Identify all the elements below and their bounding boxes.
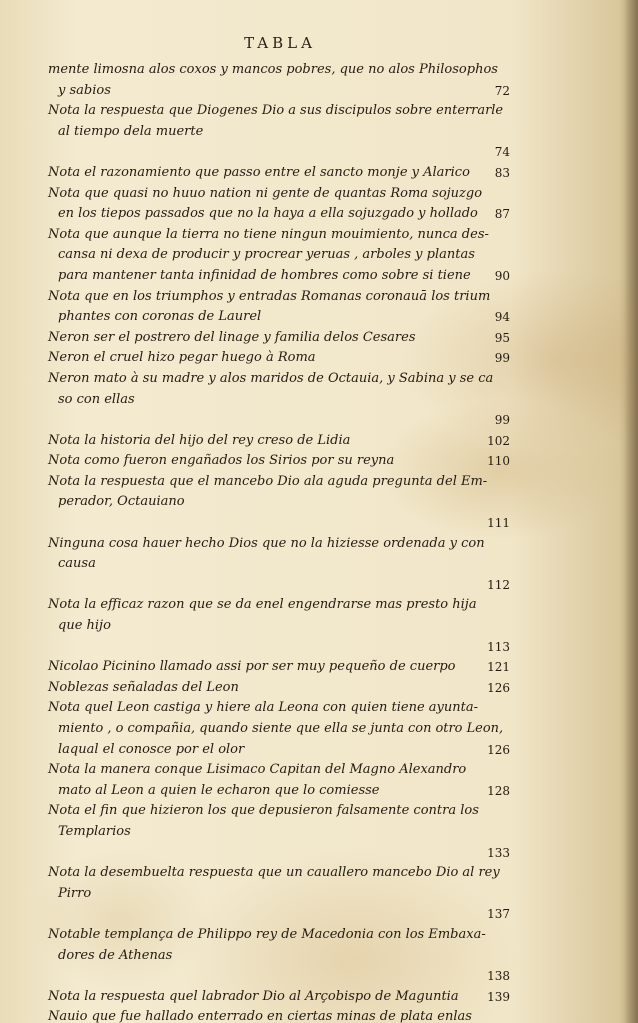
running-head: TABLA: [244, 34, 316, 52]
entry-text: Nota la efficaz razon que se da enel engendrarse mas presto hija: [48, 597, 477, 613]
entry-text: y sabios: [58, 82, 111, 98]
entry-text: Nota la desembuelta respuesta que un cauallero mancebo Dio al rey: [48, 865, 500, 881]
entry-text: Ninguna cosa hauer hecho Dios que no la hiziesse ordenada y con: [48, 535, 485, 551]
entry-text: miento , o compañia, quando siente que ella se junta con otro Leon,: [57, 721, 504, 736]
index-entry: [48, 678, 510, 699]
index-entry-continuation: [48, 122, 510, 143]
entry-text: dores de Athenas: [58, 947, 173, 963]
entry-text: Nota que quasi no huuo nation ni gente de quantas Roma sojuzgo: [48, 185, 483, 201]
index-entry-continuation: [48, 142, 510, 163]
index-entry-continuation: [48, 204, 510, 225]
index-entry-continuation: [48, 266, 510, 287]
entry-page-number: 74: [494, 145, 510, 160]
index-entry-continuation: [48, 843, 510, 864]
index-entry: [48, 534, 510, 555]
entry-page-number: 94: [494, 310, 510, 325]
entry-text: al tiempo dela muerte: [58, 123, 204, 139]
index-entry: [48, 163, 510, 184]
entry-text: Nota quel Leon castiga y hiere ala Leona con quien tiene ayunta-: [48, 700, 479, 716]
index-entry: [48, 287, 510, 308]
entry-page-number: 133: [487, 845, 510, 860]
index-entry-continuation: [48, 575, 510, 596]
index-entry: [48, 225, 510, 246]
entry-text: Neron el cruel hizo pegar huego à Roma: [48, 350, 316, 366]
index-entry-continuation: [48, 616, 510, 637]
index-entry: [48, 184, 510, 205]
entry-page-number: 102: [487, 433, 510, 448]
entry-text: Nota el fin que hizieron los que depusieron falsamente contra los: [48, 803, 479, 819]
entry-page-number: 95: [494, 330, 510, 345]
entry-text: Nota que aunque la tierra no tiene ningun mouimiento, nunca des-: [48, 226, 489, 242]
entry-text: Noblezas señaladas del Leon: [48, 679, 239, 695]
entry-text: causa: [58, 556, 96, 572]
index-entry-continuation: [48, 637, 510, 658]
entry-text: Templarios: [58, 823, 131, 839]
entry-text: perador, Octauiano: [58, 494, 185, 510]
entry-text: Nota la respuesta que el mancebo Dio ala aguda pregunta del Em-: [48, 473, 488, 489]
index-entry-continuation: [48, 781, 510, 802]
entry-page-number: 112: [487, 577, 510, 592]
index-entry-continuation: [48, 740, 510, 761]
entry-text: cansa ni dexa de producir y procrear yeruas , arboles y plantas: [58, 247, 475, 263]
index-entry-list: [48, 60, 510, 1023]
entry-text: Nota la respuesta que Diogenes Dio a sus discipulos sobre enterrarle: [48, 103, 504, 119]
entry-page-number: 126: [487, 742, 510, 757]
entry-text: Nota como fueron engañados los Sirios por su reyna: [48, 453, 395, 469]
index-entry: [48, 369, 510, 390]
entry-page-number: 126: [487, 680, 510, 695]
index-entry-continuation: [48, 513, 510, 534]
entry-text: que hijo: [58, 618, 111, 634]
index-entry-continuation: [48, 410, 510, 431]
entry-text: so con ellas: [58, 391, 135, 407]
entry-text: Neron ser el postrero del linage y familia delos Cesares: [48, 329, 416, 345]
entry-text: mente limosna alos coxos y mancos pobres, que no alos Philosophos: [48, 62, 498, 77]
entry-text: Neron mato à su madre y alos maridos de Octauia, y Sabina y se ca: [48, 370, 494, 386]
index-entry: [48, 1007, 510, 1023]
entry-text: Notable templança de Philippo rey de Macedonia con los Embaxa-: [48, 926, 486, 942]
entry-page-number: 121: [487, 660, 510, 675]
index-entry: [48, 987, 510, 1008]
entry-text: Nota la manera conque Lisimaco Capitan del Magno Alexandro: [48, 762, 467, 778]
entry-page-number: 72: [494, 83, 510, 98]
entry-page-number: 113: [487, 639, 510, 654]
entry-text: para mantener tanta infinidad de hombres como sobre si tiene: [58, 267, 471, 283]
index-entry: [48, 657, 510, 678]
entry-text: Nota que en los triumphos y entradas Romanas coronauā los trium: [48, 288, 491, 304]
entry-page-number: 111: [487, 516, 510, 531]
entry-text: en los tiepos passados que no la haya a ella sojuzgado y hollado: [57, 206, 478, 222]
index-entry: [48, 472, 510, 493]
index-entry: [48, 60, 510, 81]
index-entry-continuation: [48, 719, 510, 740]
entry-text: Nicolao Picinino llamado assi por ser muy pequeño de cuerpo: [48, 659, 456, 675]
entry-text: phantes con coronas de Laurel: [58, 309, 262, 325]
entry-page-number: 87: [494, 207, 510, 222]
index-entry: [48, 760, 510, 781]
index-entry: [48, 801, 510, 822]
index-entry-continuation: [48, 946, 510, 967]
entry-page-number: 139: [487, 989, 510, 1004]
index-entry-continuation: [48, 307, 510, 328]
entry-text: Nota la historia del hijo del rey creso de Lidia: [48, 432, 351, 448]
entry-text: Nauio que fue hallado enterrado en ciertas minas de plata enlas: [48, 1009, 472, 1023]
entry-page-number: 83: [494, 165, 510, 180]
entry-text: Nota la respuesta quel labrador Dio al Arçobispo de Maguntia: [48, 988, 459, 1004]
entry-page-number: 99: [494, 351, 510, 366]
index-entry: [48, 101, 510, 122]
entry-text: Pirro: [58, 885, 92, 901]
index-entry-continuation: [48, 390, 510, 411]
index-entry-continuation: [48, 822, 510, 843]
entry-text: mato al Leon a quien le echaron que lo comiesse: [58, 782, 380, 798]
page-gutter-shadow: [624, 0, 638, 1023]
entry-page-number: 90: [494, 268, 510, 283]
entry-page-number: 138: [487, 969, 510, 984]
index-entry-continuation: [48, 492, 510, 513]
entry-page-number: 137: [487, 907, 510, 922]
index-entry: [48, 925, 510, 946]
index-entry: [48, 451, 510, 472]
entry-page-number: 110: [487, 454, 510, 469]
index-entry-continuation: [48, 245, 510, 266]
entry-page-number: 128: [487, 783, 510, 798]
index-entry: [48, 698, 510, 719]
index-entry-continuation: [48, 966, 510, 987]
entry-page-number: 99: [494, 413, 510, 428]
index-entry-continuation: [48, 904, 510, 925]
index-entry: [48, 431, 510, 452]
index-entry: [48, 863, 510, 884]
entry-text: laqual el conosce por el olor: [58, 741, 245, 757]
index-entry-continuation: [48, 884, 510, 905]
index-entry-continuation: [48, 554, 510, 575]
entry-text: Nota el razonamiento que passo entre el sancto monje y Alarico: [48, 164, 470, 180]
index-entry: [48, 348, 510, 369]
index-entry-continuation: [48, 81, 510, 102]
index-entry: [48, 328, 510, 349]
index-entry: [48, 595, 510, 616]
